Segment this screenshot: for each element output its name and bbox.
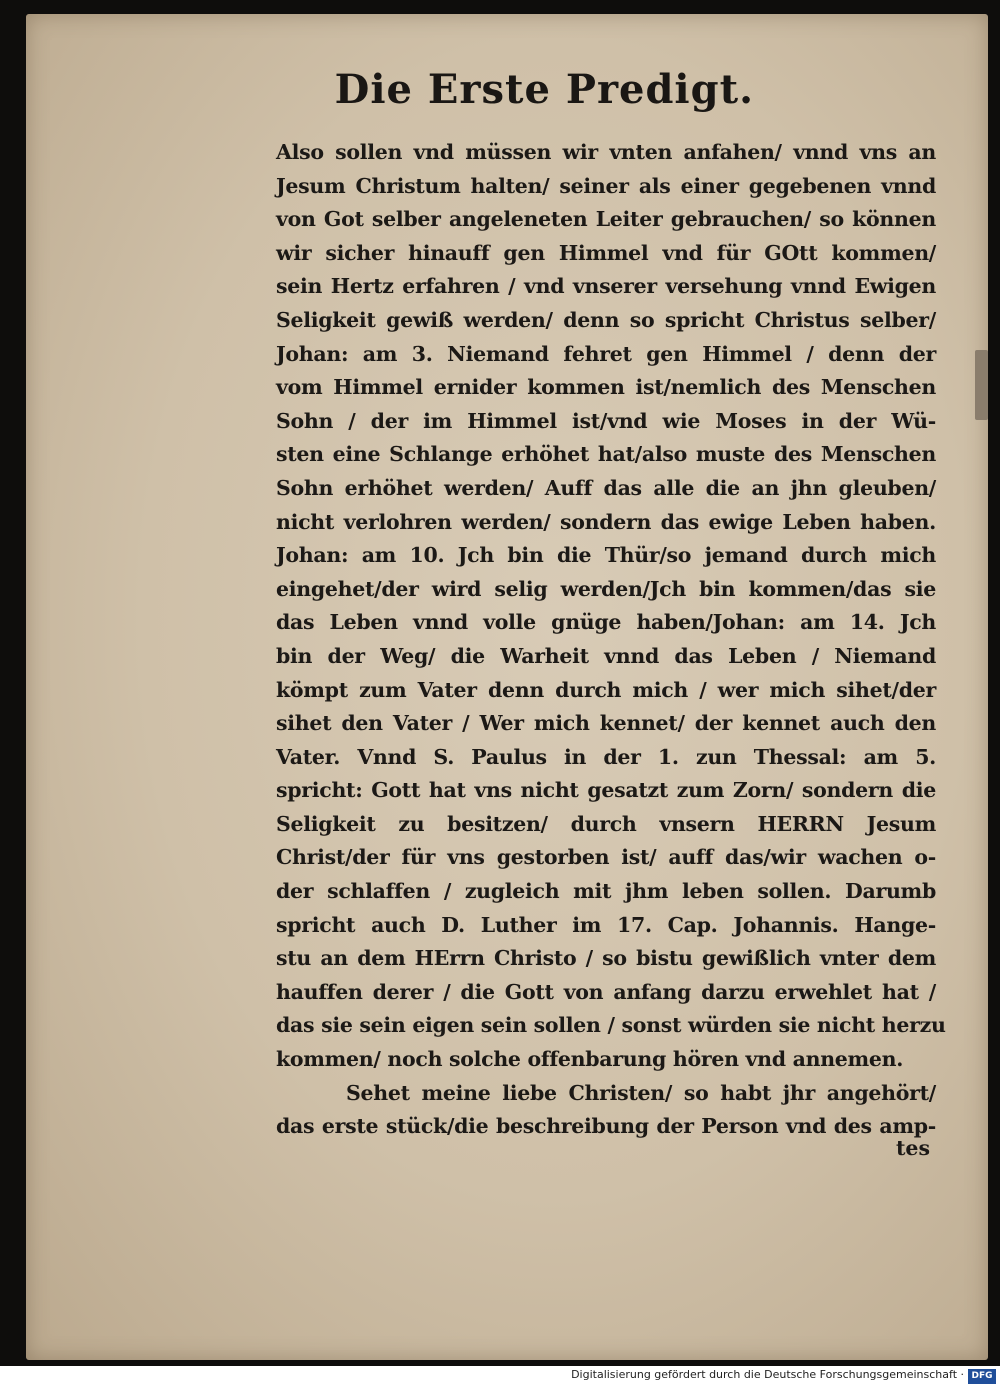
text-line: spricht: Gott hat vns nicht gesatzt zum Zorn/ sondern die <box>276 778 936 803</box>
text-line: Also sollen vnd müssen wir vnten anfahen/ vnnd vns an <box>276 140 936 164</box>
text-line: von Got selber angeleneten Leiter gebrauchen/ so können <box>276 207 936 232</box>
text-line: Sohn erhöhet werden/ Auff das alle die an jhn gleuben/ <box>276 475 936 500</box>
text-line: Johan: am 3. Niemand fehret gen Himmel / denn der <box>276 341 936 366</box>
body-text <box>276 136 946 1144</box>
text-line: sein Hertz erfahren / vnd vnserer versehung vnnd Ewigen <box>276 274 936 299</box>
text-line: spricht auch D. Luther im 17. Cap. Johannis. Hange- <box>276 912 936 937</box>
funding-notice: Digitalisierung gefördert durch die Deutsche Forschungsgemeinschaft · <box>571 1368 964 1381</box>
footer-bar <box>0 1366 1000 1388</box>
text-line: Jesum Christum halten/ seiner als einer gegebenen vnnd <box>276 173 936 198</box>
text-line: bin der Weg/ die Warheit vnnd das Leben / Niemand <box>276 643 936 668</box>
text-line: wir sicher hinauff gen Himmel vnd für GOtt kommen/ <box>276 240 936 265</box>
dfg-logo: DFG <box>968 1369 996 1384</box>
text-line: Johan: am 10. Jch bin die Thür/so jemand durch mich <box>276 543 936 568</box>
page-edge <box>975 350 988 420</box>
text-line: Seligkeit zu besitzen/ durch vnsern HERRN Jesum <box>276 811 936 836</box>
page-heading: Die Erste Predigt. <box>334 66 754 113</box>
text-line: vom Himmel ernider kommen ist/nemlich des Menschen <box>276 375 936 400</box>
text-line: sihet den Vater / Wer mich kennet/ der kennet auch den <box>276 711 936 736</box>
text-line: eingehet/der wird selig werden/Jch bin kommen/das sie <box>276 576 936 601</box>
text-line: das Leben vnnd volle gnüge haben/Johan: am 14. Jch <box>276 610 936 635</box>
text-line: kömpt zum Vater denn durch mich / wer mich sihet/der <box>276 677 936 702</box>
text-line: das erste stück/die beschreibung der Person vnd des amp- <box>276 1114 936 1139</box>
text-line: Vater. Vnnd S. Paulus in der 1. zun Thessal: am 5. <box>276 744 936 769</box>
catchword: tes <box>895 1136 930 1160</box>
text-line: das sie sein eigen sein sollen / sonst würden sie nicht herzu <box>276 1013 946 1038</box>
text-line: Christ/der für vns gestorben ist/ auff das/wir wachen o- <box>276 845 936 870</box>
text-line: sten eine Schlange erhöhet hat/also muste des Menschen <box>276 442 936 467</box>
text-line: stu an dem HErrn Christo / so bistu gewißlich vnter dem <box>276 946 936 971</box>
text-line: Sohn / der im Himmel ist/vnd wie Moses in der Wü- <box>276 408 936 433</box>
text-line-paragraph-start: Sehet meine liebe Christen/ so habt jhr angehört/ <box>346 1080 936 1105</box>
text-line: hauffen derer / die Gott von anfang darzu erwehlet hat / <box>276 979 936 1004</box>
text-line: Seligkeit gewiß werden/ denn so spricht Christus selber/ <box>276 307 936 332</box>
text-line: nicht verlohren werden/ sondern das ewige Leben haben. <box>276 509 936 534</box>
text-line: der schlaffen / zugleich mit jhm leben sollen. Darumb <box>276 879 936 904</box>
text-line: kommen/ noch solche offenbarung hören vnd annemen. <box>276 1047 904 1072</box>
